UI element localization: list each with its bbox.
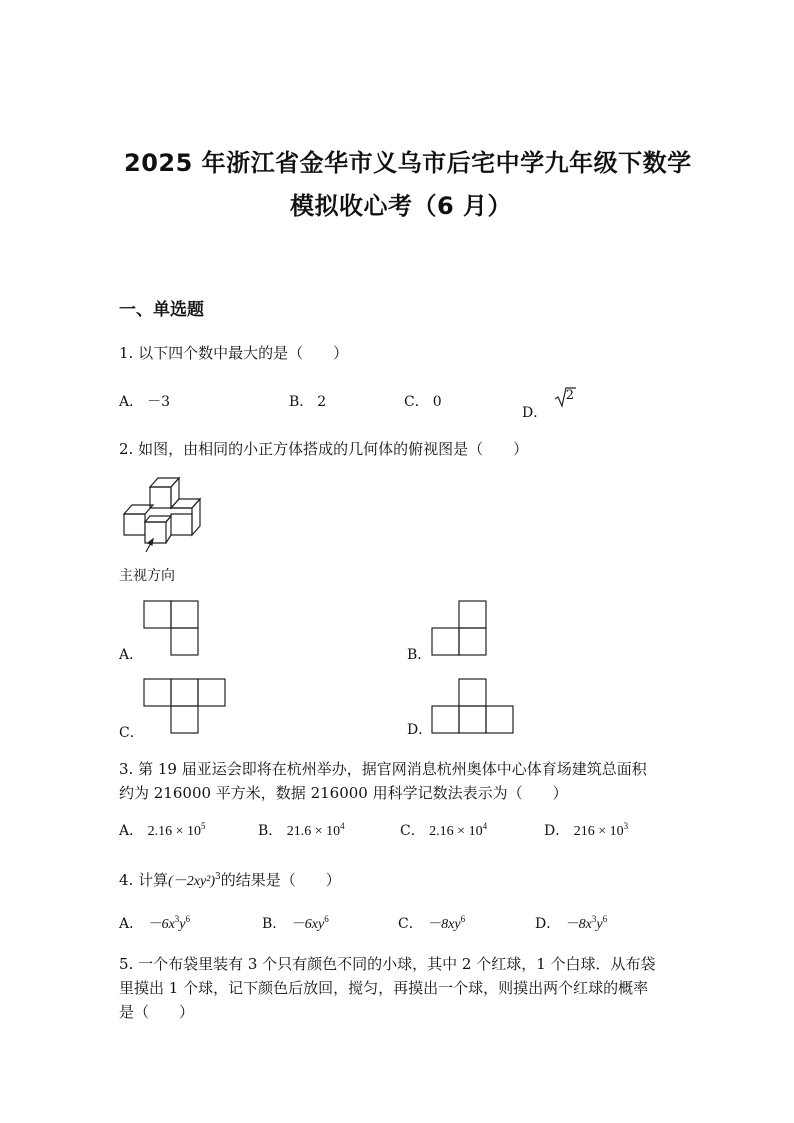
q2-option-a-label[interactable]: A． [119,647,144,663]
question-5-line2: 里摸出 1 个球，记下颜色后放回，搅匀，再摸出一个球，则摸出两个红球的概率 [119,979,649,997]
left-cube-top [124,505,153,514]
cube-stack-figure [118,472,218,552]
q4-option-b[interactable]: B． $-6xy^6$ [262,914,329,932]
q4-option-a[interactable]: A． $-6x^3y^6$ [119,914,191,932]
q3-option-a[interactable]: A． $2.16 \times 10^5$ [119,821,206,839]
q3-option-b[interactable]: B． $21.6 \times 10^4$ [258,821,345,839]
question-4-stem: 4. 计算$(-2xy^2)^3$的结果是（ ） [119,871,341,889]
page-title-line2: 模拟收心考（6 月） [290,192,513,220]
q2-option-b-figure[interactable] [431,600,489,658]
figure-caption: 主视方向 [119,568,175,584]
question-2-stem: 2. 如图，由相同的小正方体搭成的几何体的俯视图是（ ） [119,440,529,458]
question-1-stem: 1. 以下四个数中最大的是（ ） [119,344,349,362]
q2-option-a-figure[interactable] [143,600,201,658]
q4-expression: (－2xy²) [168,874,216,889]
right-cube-front [171,514,192,535]
left-cube-front [124,514,145,535]
q2-option-c-label[interactable]: C． [119,725,144,741]
q1-option-c[interactable]: C． 0 [404,394,442,410]
q1-option-d[interactable]: D． 2 [522,388,574,421]
q2-option-b-label[interactable]: B． [407,647,432,663]
q2-option-d-label[interactable]: D． [407,722,433,738]
question-3-stem-line2: 约为 216000 平方米，数据 216000 用科学记数法表示为（ ） [119,784,568,802]
sqrt-symbol: 2 [554,386,576,408]
section-heading: 一、单选题 [119,300,204,320]
question-5-line3: 是（ ） [119,1003,195,1021]
q2-option-d-figure[interactable] [431,678,517,736]
q4-option-c[interactable]: C． $-8xy^6$ [398,914,466,932]
q4-option-d[interactable]: D． $-8x^3y^6$ [535,914,608,932]
q3-option-c[interactable]: C． $2.16 \times 10^4$ [400,821,488,839]
question-3-stem-line1: 3. 第 19 届亚运会即将在杭州举办，据官网消息杭州奥体中心体育场建筑总面积 [119,760,647,778]
q1-option-b[interactable]: B． 2 [289,394,327,410]
middle-cube-front [145,522,166,543]
page-title-line1: 2025 年浙江省金华市义乌市后宅中学九年级下数学 [124,149,692,177]
q2-option-c-figure[interactable] [143,678,229,736]
q1-option-a[interactable]: A． －3 [119,394,171,410]
q3-option-d[interactable]: D． $216 \times 10^3$ [544,821,629,839]
right-cube-side [192,499,200,535]
question-5-line1: 5. 一个布袋里装有 3 个只有颜色不同的小球，其中 2 个红球，1 个白球．从布袋 [119,955,656,973]
